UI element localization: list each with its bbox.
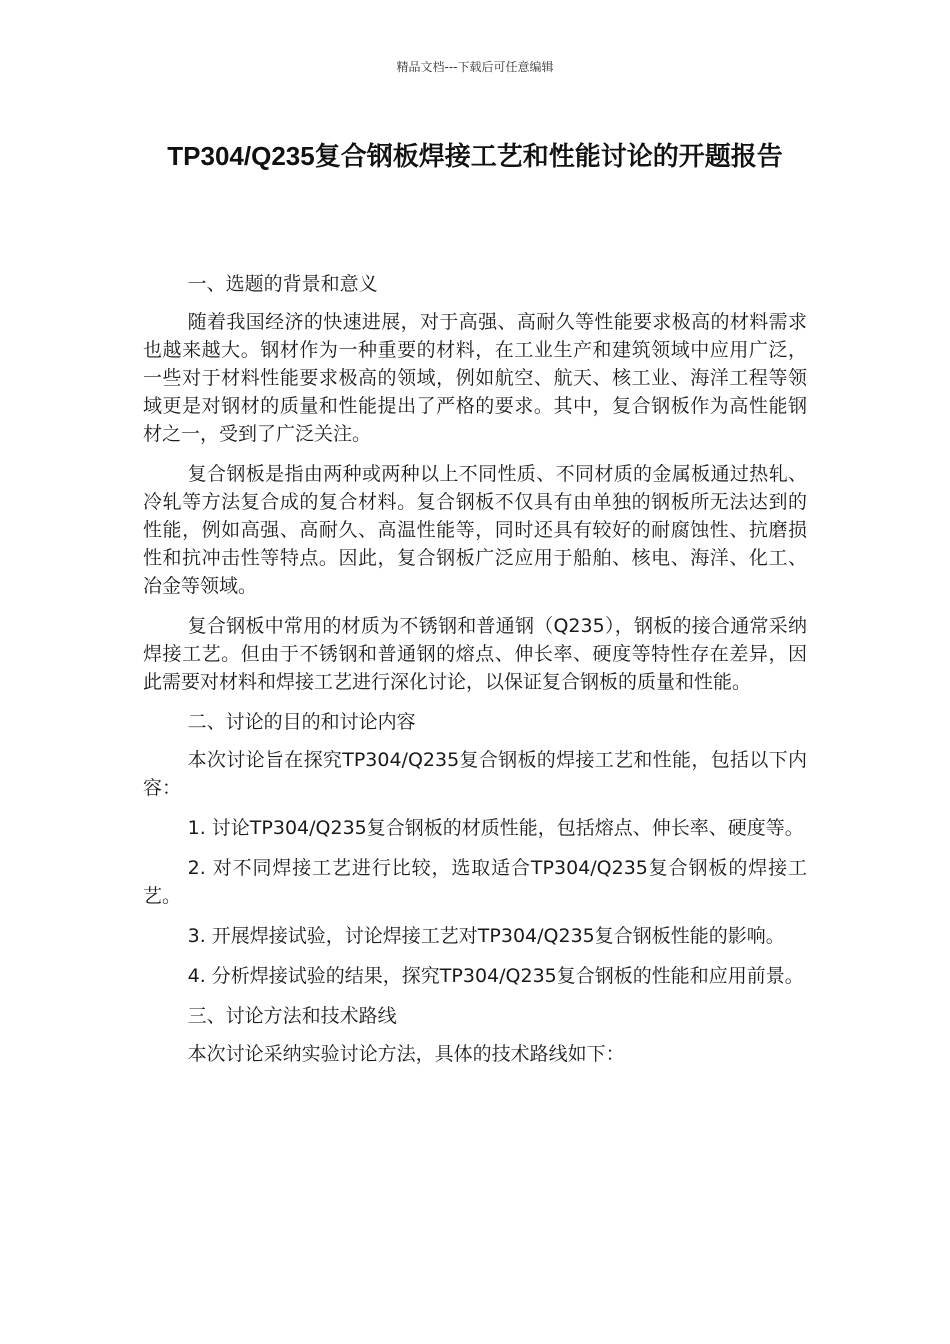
list-item-purpose-1: 1. 讨论TP304/Q235复合钢板的材质性能，包括熔点、伸长率、硬度等。 <box>187 817 804 839</box>
section-heading-background: 一、选题的背景和意义 <box>187 273 378 295</box>
page-header-watermark: 精品文档---下载后可任意编辑 <box>396 60 554 74</box>
paragraph-method-intro: 本次讨论采纳实验讨论方法，具体的技术路线如下： <box>187 1043 625 1065</box>
list-item-purpose-2: 2. 对不同焊接工艺进行比较，选取适合TP304/Q235复合钢板的焊接工艺。 <box>143 857 807 907</box>
paragraph-purpose-intro: 本次讨论旨在探究TP304/Q235复合钢板的焊接工艺和性能，包括以下内容： <box>143 749 807 799</box>
section-heading-purpose: 二、讨论的目的和讨论内容 <box>187 711 416 733</box>
list-item-purpose-4: 4. 分析焊接试验的结果，探究TP304/Q235复合钢板的性能和应用前景。 <box>187 965 804 987</box>
document-title: TP304/Q235复合钢板焊接工艺和性能讨论的开题报告 <box>167 141 783 171</box>
paragraph-background-2: 复合钢板是指由两种或两种以上不同性质、不同材质的金属板通过热轧、冷轧等方法复合成的复合材料。复合钢板不仅具有由单独的钢板所无法达到的性能，例如高强、高耐久、高温性能等，同时还具有较好的耐腐蚀性、抗磨损性和抗冲击性等特点。因此，复合钢板广泛应用于船舶、核电、海洋、化工、冶金等领域。 <box>143 463 807 597</box>
paragraph-background-3: 复合钢板中常用的材质为不锈钢和普通钢（Q235），钢板的接合通常采纳焊接工艺。但由于不锈钢和普通钢的熔点、伸长率、硬度等特性存在差异，因此需要对材料和焊接工艺进行深化讨论，以保证复合钢板的质量和性能。 <box>143 615 807 693</box>
paragraph-background-1: 随着我国经济的快速进展，对于高强、高耐久等性能要求极高的材料需求也越来越大。钢材作为一种重要的材料，在工业生产和建筑领域中应用广泛，一些对于材料性能要求极高的领域，例如航空、航天、核工业、海洋工程等领域更是对钢材的质量和性能提出了严格的要求。其中，复合钢板作为高性能钢材之一，受到了广泛关注。 <box>143 311 807 445</box>
list-item-purpose-3: 3. 开展焊接试验，讨论焊接工艺对TP304/Q235复合钢板性能的影响。 <box>187 925 785 947</box>
document-body <box>143 270 807 1080</box>
section-heading-method: 三、讨论方法和技术路线 <box>187 1005 397 1027</box>
